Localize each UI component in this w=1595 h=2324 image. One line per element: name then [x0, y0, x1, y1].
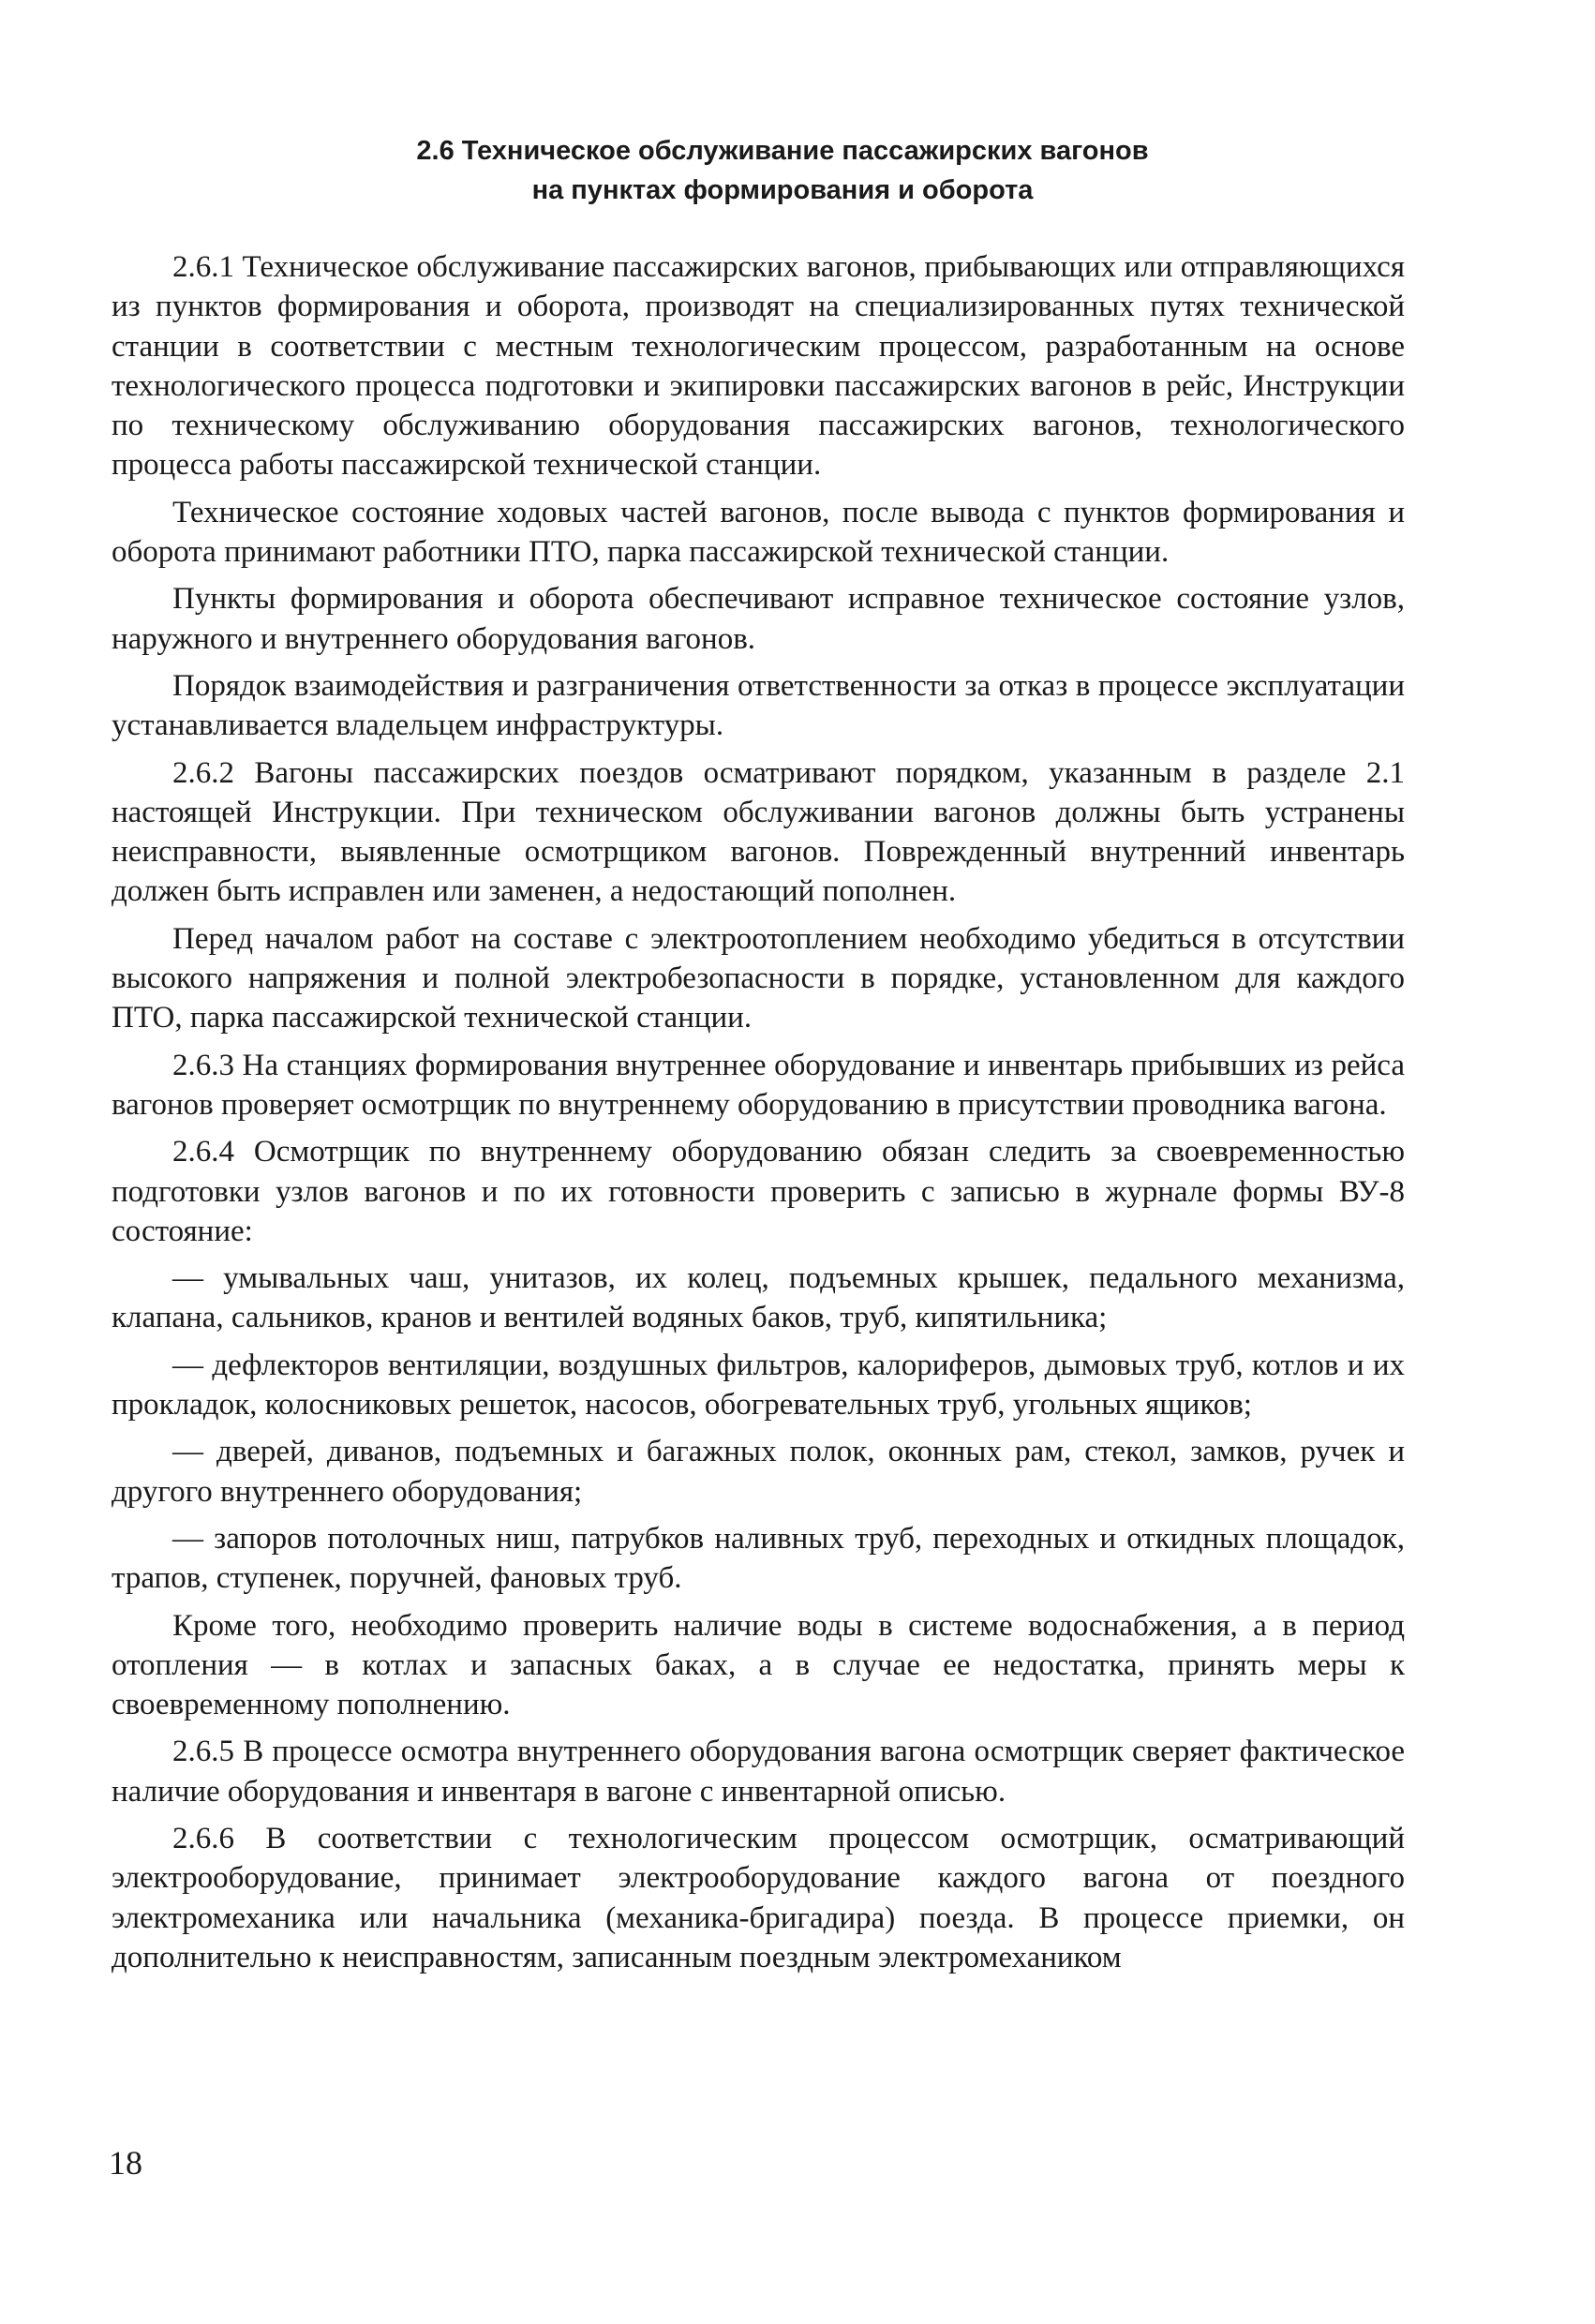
list-item-locks: — запоров потолочных ниш, патрубков наливных труб, переходных и откидных площадок, трапов, ступенек, поручней, фановых труб. — [112, 1521, 1405, 1596]
paragraph-electric-heating: Перед началом работ на составе с электроотоплением необходимо убедиться в отсутствии высокого напряжения и полной электробезопасности в порядке, установленном для каждого ПТО, парка пассажирской технической станции. — [112, 921, 1405, 1035]
paragraph-formation-points: Пункты формирования и оборота обеспечивают исправное техническое состояние узлов, наружного и внутреннего оборудования вагонов. — [112, 582, 1405, 656]
paragraph-water-supply: Кроме того, необходимо проверить наличие воды в системе водоснабжения, а в период отопления — в котлах и запасных баках, а в случае ее недостатка, принять меры к своевременному пополнению. — [112, 1608, 1405, 1722]
paragraph-2-6-2: 2.6.2 Вагоны пассажирских поездов осматривают порядком, указанным в разделе 2.1 настоящей Инструкции. При техническом обслуживании вагонов должны быть устранены неисправности, выявленные осмотрщиком вагонов. Поврежденный внутренний инвентарь должен быть исправлен или заменен, а недостающий пополнен. — [112, 755, 1405, 909]
paragraph-2-6-3: 2.6.3 На станциях формирования внутреннее оборудование и инвентарь прибывших из рейса вагонов проверяет осмотрщик по внутреннему оборудованию в присутствии проводника вагона. — [112, 1048, 1405, 1122]
paragraph-technical-state: Техническое состояние ходовых частей вагонов, после вывода с пунктов формирования и оборота принимают работники ПТО, парка пассажирской технической станции. — [112, 495, 1405, 570]
section-heading-line-1: 2.6 Техническое обслуживание пассажирских вагонов — [416, 136, 1149, 166]
list-item-washbasins: — умывальных чаш, унитазов, их колец, подъемных крышек, педального механизма, клапана, сальников, кранов и вентилей водяных баков, труб, кипятильника; — [112, 1261, 1405, 1335]
paragraph-interaction-order: Порядок взаимодействия и разграничения ответственности за отказ в процессе эксплуатации устанавливается владельцем инфраструктуры. — [112, 668, 1405, 743]
paragraph-2-6-6: 2.6.6 В соответствии с технологическим процессом осмотрщик, осматривающий электрооборудование, принимает электрооборудование каждого вагона от поездного электромеханика или начальника (механика-бригадира) поезда. В процессе приемки, он дополнительно к неисправностям, записанным поездным электромехаником — [112, 1821, 1405, 1974]
list-item-deflectors: — дефлекторов вентиляции, воздушных фильтров, калориферов, дымовых труб, котлов и их прокладок, колосниковых решеток, насосов, обогревательных труб, угольных ящиков; — [112, 1348, 1405, 1423]
paragraph-2-6-5: 2.6.5 В процессе осмотра внутреннего оборудования вагона осмотрщик сверяет фактическое наличие оборудования и инвентаря в вагоне с инвентарной описью. — [112, 1735, 1405, 1809]
section-heading-line-2: на пунктах формирования и оборота — [531, 175, 1034, 205]
paragraph-2-6-4: 2.6.4 Осмотрщик по внутреннему оборудованию обязан следить за своевременностью подготовки узлов вагонов и по их готовности проверить с записью в журнале формы ВУ-8 состояние: — [112, 1135, 1405, 1248]
list-item-doors: — дверей, диванов, подъемных и багажных полок, оконных рам, стекол, замков, ручек и другого внутреннего оборудования; — [112, 1435, 1405, 1509]
page-number: 18 — [109, 2144, 142, 2182]
paragraph-2-6-1: 2.6.1 Техническое обслуживание пассажирских вагонов, прибывающих или отправляющихся из пунктов формирования и оборота, производят на специализированных путях технической станции в соответствии с местным технологическим процессом, разработанным на основе технологического процесса подготовки и экипировки пассажирских вагонов в рейс, Инструкции по техническому обслуживанию оборудования пассажирских вагонов, технологического процесса работы пассажирской технической станции. — [112, 250, 1405, 483]
body-text — [112, 247, 1405, 1985]
section-heading — [169, 131, 1396, 210]
